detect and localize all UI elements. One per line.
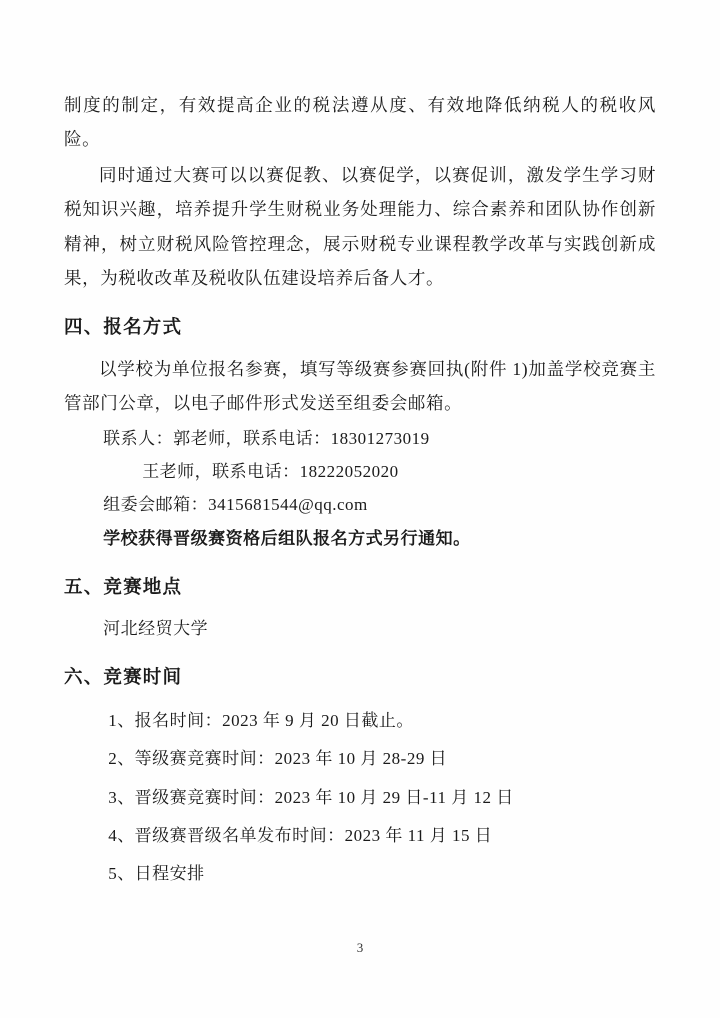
section-heading-venue: 五、竞赛地点 <box>64 577 183 598</box>
schedule-item-5: 5、日程安排 <box>108 864 205 884</box>
page-number: 3 <box>356 940 364 955</box>
paragraph-second: 同时通过大赛可以以赛促教、以赛促学，以赛促训，激发学生学习财税知识兴趣，培养提升学生财税业务处理能力、综合素养和团队协作创新精神，树立财税风险管控理念，展示财税专业课程教学改革与实践创新成果，为税收改革及税收队伍建设培养后备人才。 <box>64 165 656 288</box>
schedule-item-3: 3、晋级赛竞赛时间：2023 年 10 月 29 日-11 月 12 日 <box>108 787 514 807</box>
schedule-item-4: 4、晋级赛晋级名单发布时间：2023 年 11 月 15 日 <box>108 825 493 845</box>
contact-line-2: 王老师，联系电话：18222052020 <box>142 462 399 482</box>
venue-value: 河北经贸大学 <box>103 618 209 638</box>
schedule-item-2: 2、等级赛竞赛时间：2023 年 10 月 28-29 日 <box>108 749 448 769</box>
section-heading-registration: 四、报名方式 <box>64 317 183 338</box>
section-registration-paragraph: 以学校为单位报名参赛，填写等级赛参赛回执(附件 1)加盖学校竞赛主管部门公章，以电子邮件形式发送至组委会邮箱。 <box>64 358 656 414</box>
section-heading-schedule: 六、竞赛时间 <box>64 667 183 688</box>
paragraph-continued: 制度的制定，有效提高企业的税法遵从度、有效地降低纳税人的税收风险。 <box>64 95 656 150</box>
contact-line-1: 联系人：郭老师，联系电话：18301273019 <box>103 429 430 449</box>
registration-note: 学校获得晋级赛资格后组队报名方式另行通知。 <box>103 528 471 548</box>
committee-email-line: 组委会邮箱：3415681544@qq.com <box>103 495 368 515</box>
schedule-item-1: 1、报名时间：2023 年 9 月 20 日截止。 <box>108 711 414 731</box>
